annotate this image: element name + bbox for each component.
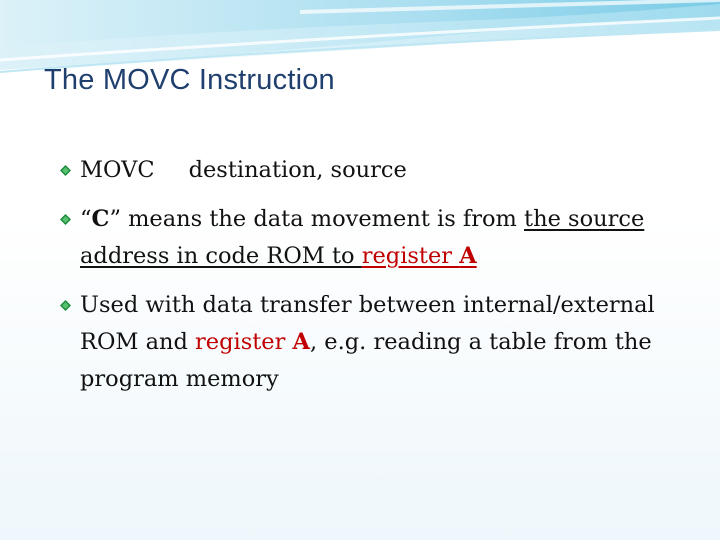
bullet-item-syntax xyxy=(60,152,700,189)
diamond-bullet-icon xyxy=(60,300,71,311)
bullet-item-meaning xyxy=(60,201,700,275)
bullet-list xyxy=(60,152,700,410)
source-phrase: the source xyxy=(524,206,645,232)
meaning-text-b: address in code ROM to xyxy=(80,243,362,269)
register-word: register xyxy=(195,329,293,355)
register-word: register xyxy=(361,243,460,269)
code-letter: C xyxy=(91,206,110,232)
instruction-keyword: MOVC xyxy=(80,157,155,183)
instruction-operands: destination, source xyxy=(188,157,407,183)
usage-text-b: , e.g. reading a table from the program memory xyxy=(80,329,652,392)
register-letter: A xyxy=(292,329,310,355)
diamond-bullet-icon xyxy=(60,214,71,225)
diamond-bullet-icon xyxy=(60,165,71,176)
slide-title: The MOVC Instruction xyxy=(44,64,335,96)
bullet-item-usage xyxy=(60,287,700,398)
register-letter: A xyxy=(459,243,477,269)
meaning-text-a: ” means the data movement is from xyxy=(109,206,525,232)
usage-text-a: Used with data transfer between internal/external ROM and xyxy=(80,292,655,355)
open-quote: “ xyxy=(80,206,92,232)
